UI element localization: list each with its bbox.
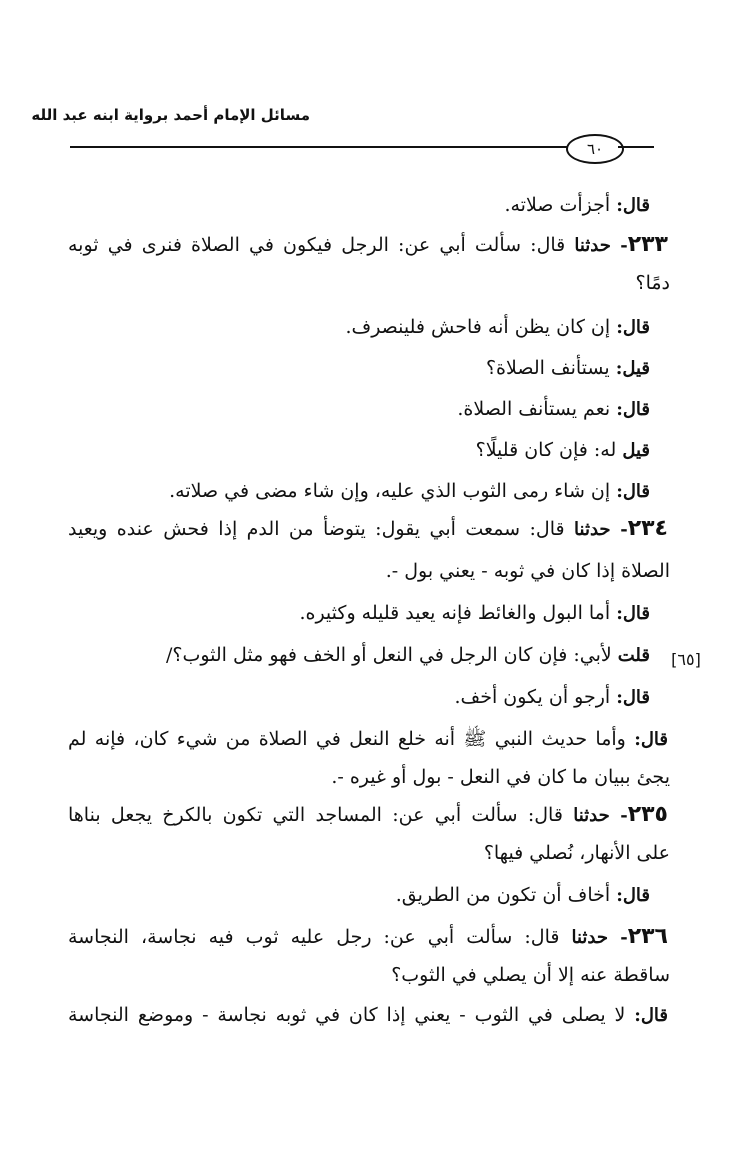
text-line: ساقطة عنه إلا أن يصلي في الثوب؟: [391, 964, 670, 986]
text-line: ٢٣٦- حدثنا قال: سألت أبي عن: رجل عليه ثوب فيه نجاسة، النجاسة: [68, 924, 668, 949]
text-line: الصلاة إذا كان في ثوبه - يعني بول -.: [385, 560, 670, 582]
text-line: قيل: يستأنف الصلاة؟: [485, 357, 650, 379]
text-line: ٢٣٣- حدثنا قال: سألت أبي عن: الرجل فيكون في الصلاة فنرى في ثوبه: [68, 232, 668, 257]
header-rule-right: [618, 146, 654, 148]
text-line: قال: إن كان يظن أنه فاحش فلينصرف.: [345, 316, 650, 338]
text-line: قال: أرجو أن يكون أخف.: [454, 686, 650, 708]
text-line: قال: إن شاء رمى الثوب الذي عليه، وإن شاء مضى في صلاته.: [169, 480, 650, 502]
text-line: ٢٣٤- حدثنا قال: سمعت أبي يقول: يتوضأ من الدم إذا فحش عنده ويعيد: [68, 516, 668, 541]
text-line: قال: نعم يستأنف الصلاة.: [457, 398, 650, 420]
text-line: قال: أما البول والغائط فإنه يعيد قليله وكثيره.: [299, 602, 650, 624]
margin-page-reference: [٦٥]: [671, 650, 701, 669]
text-line: قال: أخاف أن تكون من الطريق.: [395, 884, 650, 906]
text-line: دمًا؟: [635, 272, 670, 294]
text-line: قيل له: فإن كان قليلًا؟: [475, 439, 650, 461]
text-line: على الأنهار، نُصلي فيها؟: [483, 842, 670, 864]
text-line: قال: أجزأت صلاته.: [504, 194, 650, 216]
text-line: قلت لأبي: فإن كان الرجل في النعل أو الخف فهو مثل الثوب؟/: [165, 644, 650, 666]
header-rule: [70, 146, 570, 148]
text-line: قال: لا يصلى في الثوب - يعني إذا كان في ثوبه نجاسة - وموضع النجاسة: [68, 1004, 668, 1026]
text-line: يجئ ببيان ما كان في النعل - بول أو غيره -.: [331, 766, 670, 788]
text-line: ٢٣٥- حدثنا قال: سألت أبي عن: المساجد التي تكون بالكرخ يجعل بناها: [68, 802, 668, 827]
page-number: ٦٠: [566, 134, 624, 164]
running-header-title: مسائل الإمام أحمد برواية ابنه عبد الله: [31, 106, 310, 124]
text-line: قال: وأما حديث النبي ﷺ أنه خلع النعل في الصلاة من شيء كان، فإنه لم: [68, 728, 668, 750]
